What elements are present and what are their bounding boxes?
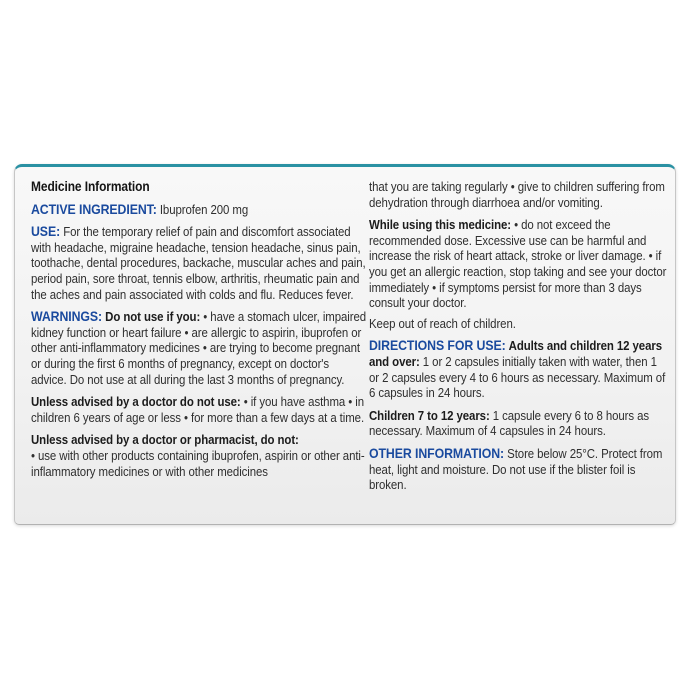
warnings-text: • have a stomach ulcer, impaired kidney function or heart failure • are allergic to aspirin, ibuprofen or other anti-inflammatory medicines • are trying to become pregnant or during the first 6 months of pregnancy, except on doctor's advice. Do not use at all during the last 3 months of pregnancy. [31,309,366,387]
warnings-section [31,309,367,387]
doctor-warning-section [31,394,367,425]
while-using-text: • do not exceed the recommended dose. Excessive use can be harmful and increase the risk of heart attack, stroke or liver damage. • if you get an allergic reaction, stop taking and see your doctor immediately • if symptoms persist for more than 3 days consult your doctor. [369,217,667,311]
directions-section [369,338,668,400]
directions-text: 1 or 2 capsules initially taken with water, then 1 or 2 capsules every 4 to 6 hours as necessary. Maximum of 6 capsules in 24 hours. [369,353,666,401]
while-using-label: While using this medicine: [369,217,512,233]
left-column [31,179,367,486]
warnings-sublabel: Do not use if you: [105,309,201,325]
continuation-text: that you are taking regularly • give to children suffering from dehydration through diarrhoea and/or vomiting. [369,179,665,210]
use-label: USE: [31,223,61,240]
panel-title: Medicine Information [31,179,150,194]
warnings-label: WARNINGS: [31,308,103,325]
children-directions-text: 1 capsule every 6 to 8 hours as necessary. Maximum of 4 capsules in 24 hours. [369,407,650,439]
keep-out-of-reach: Keep out of reach of children. [369,315,516,331]
right-column [369,179,668,500]
active-ingredient-value: Ibuprofen 200 mg [159,201,249,217]
pharmacist-warning-label: Unless advised by a doctor or pharmacist, do not: [31,432,299,448]
other-information-section [369,446,668,493]
use-section [31,224,367,302]
other-information-label: OTHER INFORMATION: [369,444,505,461]
children-directions-label: Children 7 to 12 years: [369,407,490,423]
doctor-warning-label: Unless advised by a doctor do not use: [31,394,241,410]
directions-label: DIRECTIONS FOR USE: [369,337,506,354]
active-ingredient [31,202,367,218]
pharmacist-warning-section [31,432,367,479]
children-directions-section [369,408,668,439]
use-text: For the temporary relief of pain and discomfort associated with headache, migraine headache, tension headache, sinus pain, toothache, dental procedures, backache, muscular aches and pain, period pain, sore throat, tennis elbow, arthritis, rheumatic pain and the aches and pain associated with colds and flu. Reduces fever. [31,224,366,302]
doctor-warning-text: • if you have asthma • in children 6 years of age or less • for more than a few days at a time. [31,394,365,425]
other-information-text: Store below 25°C. Protect from heat, light and moisture. Do not use if the blister foil is broken. [369,445,663,493]
directions-sublabel: Adults and children 12 years and over: [369,338,662,369]
pharmacist-warning-text: • use with other products containing ibuprofen, aspirin or other anti-inflammatory medicines or with other medicines [31,447,365,479]
active-ingredient-label: ACTIVE INGREDIENT: [31,200,157,217]
medicine-information-panel [14,164,676,525]
while-using-section [369,217,668,311]
